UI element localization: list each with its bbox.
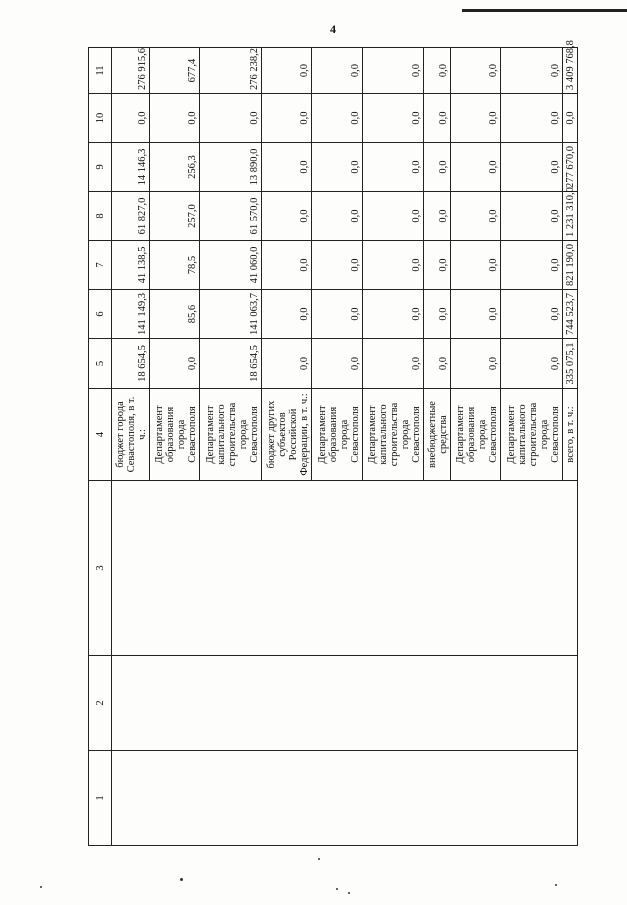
value-cell: 0,0: [501, 192, 563, 241]
value-cell: 0,0: [424, 339, 451, 389]
value-cell: 0,0: [262, 339, 312, 389]
value-cell: 821 190,0: [563, 241, 578, 290]
value-cell: 0,0: [312, 241, 362, 290]
value-cell: 0,0: [424, 48, 451, 94]
value-cell: 0,0: [362, 192, 424, 241]
value-cell: 141 149,3: [112, 290, 150, 339]
value-cell: 0,0: [362, 48, 424, 94]
header-row: [89, 48, 112, 846]
value-cell: 0,0: [362, 241, 424, 290]
column-header-5: 5: [89, 339, 112, 389]
value-cell: 0,0: [262, 48, 312, 94]
col-1-cell: [112, 751, 578, 846]
value-cell: 0,0: [312, 290, 362, 339]
value-cell: 335 075,1: [563, 339, 578, 389]
value-cell: 744 523,7: [563, 290, 578, 339]
row-label: Департамент капитального строительства города Севастополя: [501, 389, 563, 481]
column-header-7: 7: [89, 241, 112, 290]
value-cell: 0,0: [501, 339, 563, 389]
value-cell: 41 138,5: [112, 241, 150, 290]
value-cell: 0,0: [501, 48, 563, 94]
value-cell: 0,0: [312, 94, 362, 143]
row-label: Департамент капитального строительства города Севастополя: [362, 389, 424, 481]
value-cell: 0,0: [451, 94, 501, 143]
rotated-table-container: [88, 40, 578, 846]
column-header-4: 4: [89, 389, 112, 481]
value-cell: 276 915,6: [112, 48, 150, 94]
value-cell: 61 570,0: [200, 192, 262, 241]
value-cell: 0,0: [312, 192, 362, 241]
column-header-6: 6: [89, 290, 112, 339]
value-cell: 0,0: [424, 241, 451, 290]
value-cell: 0,0: [362, 290, 424, 339]
value-cell: 0,0: [501, 241, 563, 290]
row-label: бюджет других субъектов Российской Федерации, в т. ч.:: [262, 389, 312, 481]
value-cell: 276 238,2: [200, 48, 262, 94]
row-label: Департамент образования города Севастополя: [451, 389, 501, 481]
scan-speck: [318, 858, 320, 860]
value-cell: 0,0: [262, 94, 312, 143]
value-cell: 277 670,0: [563, 143, 578, 192]
scan-speck: [180, 878, 183, 881]
value-cell: 61 827,0: [112, 192, 150, 241]
page-number: 4: [330, 22, 336, 36]
row-label: Департамент капитального строительства города Севастополя: [200, 389, 262, 481]
value-cell: 18 654,5: [200, 339, 262, 389]
value-cell: 0,0: [262, 290, 312, 339]
value-cell: 0,0: [200, 94, 262, 143]
value-cell: 0,0: [362, 94, 424, 143]
value-cell: 0,0: [112, 94, 150, 143]
row-label: Департамент образования города Севастополя: [312, 389, 362, 481]
column-header-9: 9: [89, 143, 112, 192]
value-cell: 0,0: [563, 94, 578, 143]
value-cell: 257,0: [150, 192, 200, 241]
value-cell: 256,3: [150, 143, 200, 192]
value-cell: 0,0: [501, 143, 563, 192]
value-cell: 3 409 768,8: [563, 48, 578, 94]
value-cell: 0,0: [312, 143, 362, 192]
column-header-8: 8: [89, 192, 112, 241]
value-cell: 1 231 310,0: [563, 192, 578, 241]
value-cell: 0,0: [424, 143, 451, 192]
column-header-3: 3: [89, 481, 112, 656]
value-cell: 0,0: [451, 241, 501, 290]
value-cell: 0,0: [424, 94, 451, 143]
value-cell: 0,0: [312, 339, 362, 389]
value-cell: 0,0: [262, 241, 312, 290]
table-row: [112, 48, 150, 846]
value-cell: 0,0: [451, 339, 501, 389]
value-cell: 13 890,0: [200, 143, 262, 192]
value-cell: 0,0: [424, 290, 451, 339]
value-cell: 677,4: [150, 48, 200, 94]
row-label: внебюджетные средства: [424, 389, 451, 481]
value-cell: 41 060,0: [200, 241, 262, 290]
column-header-2: 2: [89, 656, 112, 751]
column-header-11: 11: [89, 48, 112, 94]
value-cell: 0,0: [262, 192, 312, 241]
scan-speck: [40, 886, 42, 888]
column-header-1: 1: [89, 751, 112, 846]
value-cell: 0,0: [501, 94, 563, 143]
value-cell: 78,5: [150, 241, 200, 290]
col-3-cell: [112, 481, 578, 656]
table-body: [112, 40, 578, 846]
value-cell: 0,0: [150, 339, 200, 389]
value-cell: 0,0: [451, 192, 501, 241]
col-2-cell: [112, 656, 578, 751]
value-cell: 0,0: [362, 339, 424, 389]
value-cell: 0,0: [451, 48, 501, 94]
scan-speck: [555, 884, 557, 886]
value-cell: 14 146,3: [112, 143, 150, 192]
row-label: всего, в т. ч.:: [563, 389, 578, 481]
value-cell: 0,0: [312, 48, 362, 94]
value-cell: 0,0: [362, 143, 424, 192]
row-label: Департамент образования города Севастополя: [150, 389, 200, 481]
value-cell: 141 063,7: [200, 290, 262, 339]
top-rule: [462, 9, 627, 12]
value-cell: 0,0: [262, 143, 312, 192]
value-cell: 0,0: [424, 192, 451, 241]
table-area: [88, 40, 578, 846]
value-cell: 85,6: [150, 290, 200, 339]
value-cell: 18 654,5: [112, 339, 150, 389]
scan-speck: [336, 888, 338, 890]
value-cell: 0,0: [451, 143, 501, 192]
value-cell: 0,0: [150, 94, 200, 143]
row-label: бюджет города Севастополя, в т. ч.:: [112, 389, 150, 481]
value-cell: 0,0: [501, 290, 563, 339]
budget-table: [88, 40, 578, 846]
scan-speck: [348, 892, 350, 894]
column-header-10: 10: [89, 94, 112, 143]
value-cell: 0,0: [451, 290, 501, 339]
